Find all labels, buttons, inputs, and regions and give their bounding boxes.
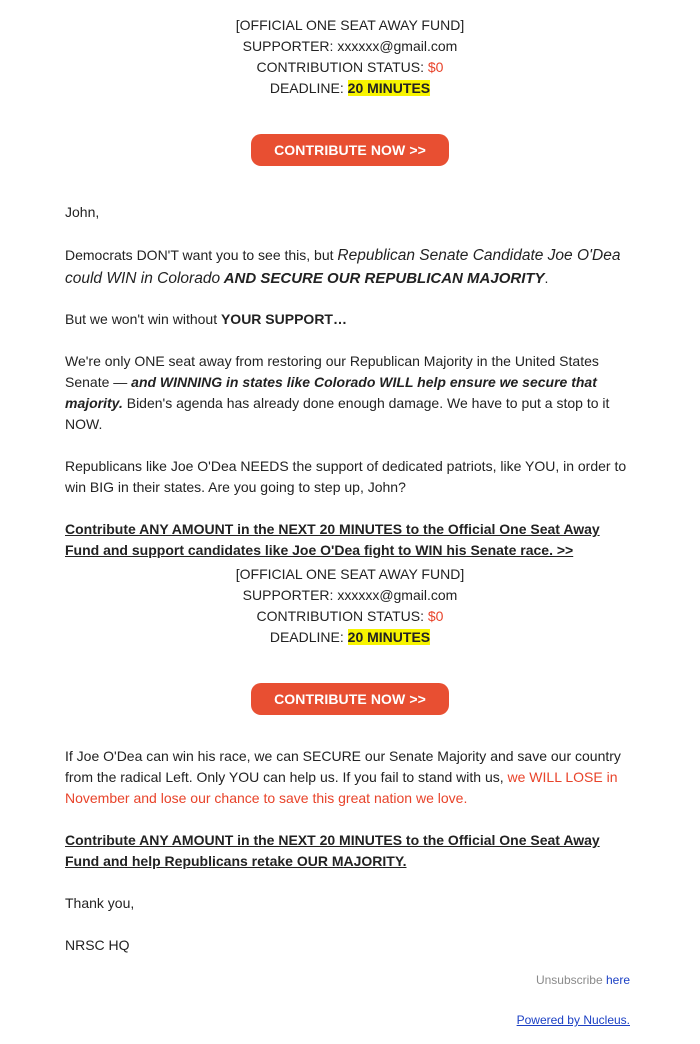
contribute-now-button[interactable]: CONTRIBUTE NOW >> xyxy=(251,134,449,166)
paragraph-5 xyxy=(65,746,637,809)
p3-text-c: Biden's agenda has already done enough damage. We have to put a stop to it NOW. xyxy=(65,395,610,432)
contribute-now-button[interactable]: CONTRIBUTE NOW >> xyxy=(251,683,449,715)
contribute-button-wrap-bottom xyxy=(0,683,700,715)
deadline-line xyxy=(0,627,700,648)
status-block-top xyxy=(0,15,700,99)
contribute-link-2[interactable]: Contribute ANY AMOUNT in the NEXT 20 MINUTES to the Official One Seat Away Fund and help Republicans retake OUR MAJORITY. xyxy=(65,832,600,869)
fund-title: [OFFICIAL ONE SEAT AWAY FUND] xyxy=(235,566,465,582)
fund-title: [OFFICIAL ONE SEAT AWAY FUND] xyxy=(235,17,465,33)
supporter-email: xxxxxx@gmail.com xyxy=(337,587,458,603)
p3-text-a: We're only ONE seat away from restoring our Republican Majority in the United States Senate — xyxy=(65,353,599,390)
p5-red-text: we WILL LOSE in November and lose our chance to save this great nation we love. xyxy=(65,769,618,806)
contribute-button-wrap-top xyxy=(0,134,700,166)
paragraph-link-2 xyxy=(65,830,637,872)
supporter-email: xxxxxx@gmail.com xyxy=(337,38,458,54)
paragraph-4: Republicans like Joe O'Dea NEEDS the support of dedicated patriots, like YOU, in order to win BIG in their states. Are you going to step up, John? xyxy=(65,458,627,495)
paragraph-3 xyxy=(65,351,637,435)
greeting: John, xyxy=(65,204,100,220)
contribution-status-line xyxy=(0,606,700,627)
contribution-status-label: CONTRIBUTION STATUS: xyxy=(256,608,428,624)
paragraph-2 xyxy=(65,309,637,330)
p2-bold: YOUR SUPPORT… xyxy=(220,311,347,327)
unsubscribe-link[interactable]: here xyxy=(605,973,630,987)
p1-bold-italic: AND SECURE OUR REPUBLICAN MAJORITY xyxy=(220,270,545,287)
status-block-bottom xyxy=(0,564,700,648)
p3-bold-italic: and WINNING in states like Colorado WILL help ensure we secure that majority. xyxy=(65,374,597,411)
supporter-line xyxy=(0,585,700,606)
supporter-label: SUPPORTER: xyxy=(242,587,338,603)
p1-period: . xyxy=(544,270,549,286)
contribution-status-line xyxy=(0,57,700,78)
deadline-value: 20 MINUTES xyxy=(347,629,431,645)
supporter-label: SUPPORTER: xyxy=(242,38,338,54)
contribution-status-value: $0 xyxy=(427,608,444,624)
p1-text-a: Democrats DON'T want you to see this, but xyxy=(65,247,338,263)
closing: Thank you, xyxy=(65,895,135,911)
powered-by-link[interactable]: Powered by Nucleus. xyxy=(516,1013,630,1027)
paragraph-link-1 xyxy=(65,519,637,561)
deadline-value: 20 MINUTES xyxy=(347,80,431,96)
deadline-label: DEADLINE: xyxy=(269,629,348,645)
unsubscribe-text: Unsubscribe xyxy=(535,973,606,987)
p2-text: But we won't win without xyxy=(65,311,221,327)
p5-text: If Joe O'Dea can win his race, we can SECURE our Senate Majority and save our country from the radical Left. Only YOU can help us. If you fail to stand with us, xyxy=(65,748,621,785)
signature: NRSC HQ xyxy=(65,937,130,953)
letter-body-top xyxy=(65,202,637,561)
deadline-line xyxy=(0,78,700,99)
paragraph-1 xyxy=(65,244,637,290)
deadline-label: DEADLINE: xyxy=(269,80,348,96)
contribution-status-label: CONTRIBUTION STATUS: xyxy=(256,59,428,75)
unsubscribe-line xyxy=(536,973,630,987)
supporter-line xyxy=(0,36,700,57)
contribution-status-value: $0 xyxy=(427,59,444,75)
p1-italic: Republican Senate Candidate Joe O'Dea could WIN in Colorado xyxy=(65,247,621,287)
letter-body-bottom xyxy=(65,746,637,956)
contribute-link-1[interactable]: Contribute ANY AMOUNT in the NEXT 20 MINUTES to the Official One Seat Away Fund and support candidates like Joe O'Dea fight to WIN his Senate race. >> xyxy=(65,521,600,558)
